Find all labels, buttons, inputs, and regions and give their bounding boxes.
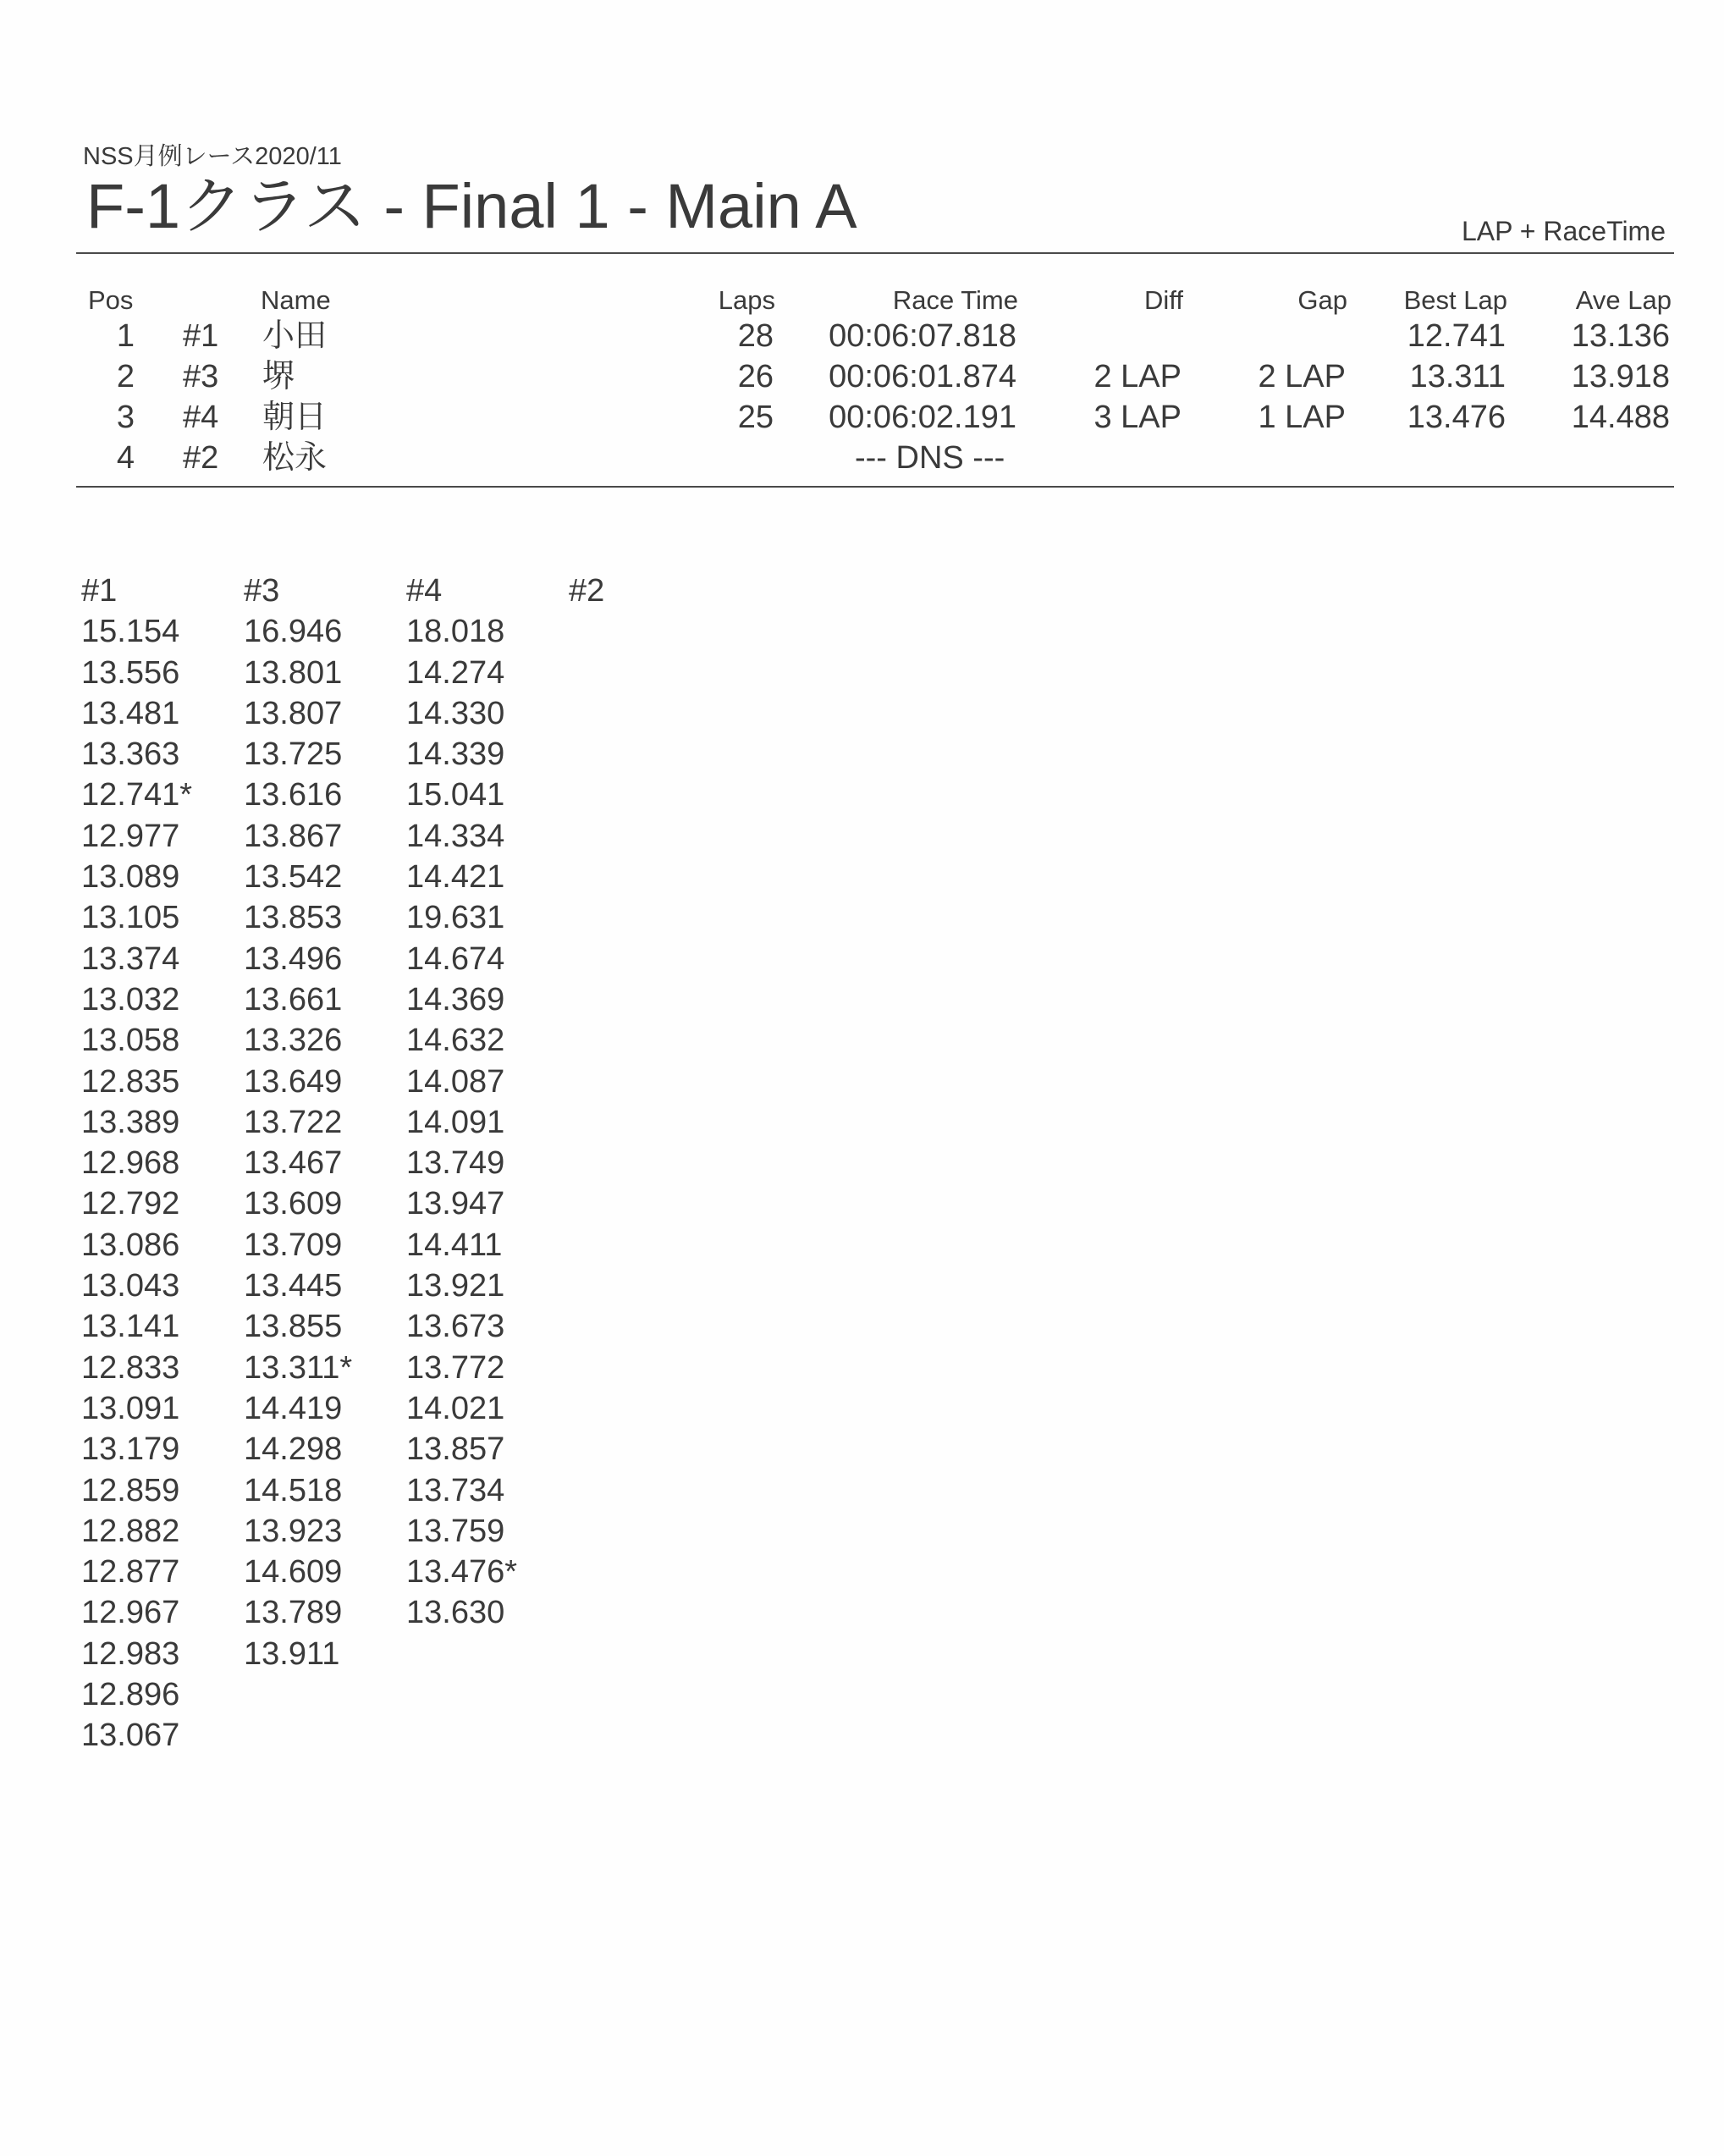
- col-header-pos: Pos: [88, 285, 134, 315]
- cell-driver-name: 堺: [262, 359, 295, 394]
- lap-time-value: 13.649: [244, 1063, 343, 1100]
- cell-driver-name: 朝日: [262, 400, 328, 435]
- lap-time-value: 12.896: [81, 1677, 180, 1713]
- lap-time-value: 13.855: [244, 1309, 343, 1345]
- lap-time-value: 13.067: [81, 1718, 180, 1754]
- lap-time-value: 13.661: [244, 981, 343, 1017]
- cell-car-number: #2: [183, 440, 219, 476]
- lap-time-value: 12.967: [81, 1595, 180, 1631]
- lap-time-value: 13.141: [81, 1309, 180, 1345]
- lap-time-value: 14.298: [244, 1431, 343, 1468]
- lap-time-value: 13.749: [406, 1145, 505, 1182]
- lap-time-value: 14.334: [406, 818, 505, 854]
- lap-time-value: 13.725: [244, 736, 343, 773]
- lap-time-value: 18.018: [406, 614, 505, 650]
- cell-laps: 28: [737, 318, 774, 354]
- cell-diff: 3 LAP: [1093, 400, 1181, 435]
- lap-time-value: 13.326: [244, 1023, 343, 1059]
- cell-pos: 3: [116, 400, 135, 435]
- lap-time-value: 15.154: [81, 614, 180, 650]
- lap-time-value: 12.877: [81, 1554, 180, 1591]
- lap-time-value: 14.369: [406, 981, 505, 1017]
- lap-time-value: 14.674: [406, 940, 505, 977]
- cell-car-number: #4: [183, 400, 219, 435]
- lap-column-car-4: [406, 571, 559, 1634]
- cell-car-number: #3: [183, 359, 219, 394]
- lap-column-header: #3: [244, 573, 280, 609]
- table-row: [0, 438, 1724, 478]
- lap-time-value: 13.673: [406, 1309, 505, 1345]
- cell-pos: 2: [116, 359, 135, 394]
- timing-mode-label: LAP + RaceTime: [1462, 216, 1666, 246]
- lap-time-value: 13.363: [81, 736, 180, 773]
- lap-time-value: 13.630: [406, 1595, 505, 1631]
- top-divider: [76, 252, 1674, 254]
- lap-time-value: 13.476*: [406, 1554, 518, 1591]
- lap-time-value: 13.467: [244, 1145, 343, 1182]
- lap-time-value: 13.179: [81, 1431, 180, 1468]
- lap-time-value: 14.421: [406, 859, 505, 896]
- lap-time-value: 14.274: [406, 654, 505, 691]
- cell-gap: 1 LAP: [1258, 400, 1346, 435]
- lap-time-value: 12.983: [81, 1635, 180, 1672]
- lap-time-value: 13.389: [81, 1104, 180, 1140]
- lap-time-value: 14.411: [406, 1227, 503, 1263]
- cell-laps: 25: [737, 400, 774, 435]
- lap-time-value: 13.734: [406, 1472, 505, 1508]
- lap-time-value: 13.807: [244, 695, 343, 731]
- lap-time-value: 14.091: [406, 1104, 505, 1140]
- col-header-race-time: Race Time: [892, 285, 1018, 315]
- lap-time-value: 13.311*: [244, 1349, 353, 1386]
- lap-time-value: 14.419: [244, 1390, 343, 1426]
- lap-time-value: 13.086: [81, 1227, 180, 1263]
- lap-time-value: 13.709: [244, 1227, 343, 1263]
- lap-time-value: 13.911: [244, 1635, 340, 1672]
- cell-ave-lap: 13.918: [1571, 359, 1670, 394]
- lap-time-value: 13.609: [244, 1186, 343, 1222]
- lap-column-header: #4: [406, 573, 443, 609]
- lap-time-value: 13.496: [244, 940, 343, 977]
- lap-time-value: 13.801: [244, 654, 343, 691]
- cell-ave-lap: 14.488: [1571, 400, 1670, 435]
- table-row: [0, 397, 1724, 438]
- lap-time-value: 13.091: [81, 1390, 180, 1426]
- cell-laps: 26: [737, 359, 774, 394]
- col-header-laps: Laps: [718, 285, 775, 315]
- lap-time-value: 14.339: [406, 736, 505, 773]
- lap-time-value: 12.882: [81, 1513, 180, 1549]
- cell-race-time: 00:06:01.874: [829, 359, 1016, 394]
- cell-best-lap: 13.476: [1407, 400, 1506, 435]
- lap-time-value: 12.835: [81, 1063, 180, 1100]
- lap-time-value: 14.087: [406, 1063, 505, 1100]
- lap-time-value: 13.105: [81, 900, 180, 936]
- cell-race-time: 00:06:07.818: [829, 318, 1016, 354]
- col-header-ave-lap: Ave Lap: [1575, 285, 1672, 315]
- event-title: NSS月例レース2020/11: [83, 143, 342, 170]
- lap-time-value: 14.021: [406, 1390, 505, 1426]
- cell-diff: 2 LAP: [1093, 359, 1181, 394]
- lap-time-value: 13.058: [81, 1023, 180, 1059]
- cell-pos: 4: [116, 440, 135, 476]
- lap-time-value: 14.632: [406, 1023, 505, 1059]
- cell-race-time: 00:06:02.191: [829, 400, 1016, 435]
- bottom-divider: [76, 486, 1674, 488]
- lap-time-value: 13.445: [244, 1268, 343, 1304]
- lap-time-value: 13.923: [244, 1513, 343, 1549]
- lap-time-value: 14.330: [406, 695, 505, 731]
- lap-time-value: 19.631: [406, 900, 505, 936]
- lap-time-value: 14.518: [244, 1472, 343, 1508]
- cell-pos: 1: [116, 318, 135, 354]
- lap-time-value: 13.374: [81, 940, 180, 977]
- cell-best-lap: 12.741: [1407, 318, 1506, 354]
- lap-column-car-3: [244, 571, 396, 1674]
- lap-time-value: 16.946: [244, 614, 343, 650]
- lap-time-value: 13.921: [406, 1268, 505, 1304]
- lap-time-value: 13.542: [244, 859, 343, 896]
- cell-ave-lap: 13.136: [1571, 318, 1670, 354]
- col-header-gap: Gap: [1297, 285, 1347, 315]
- lap-time-value: 12.859: [81, 1472, 180, 1508]
- lap-time-value: 13.556: [81, 654, 180, 691]
- cell-dns-status: --- DNS ---: [855, 440, 1005, 476]
- lap-time-value: 12.741*: [81, 777, 193, 813]
- lap-column-header: #2: [569, 573, 605, 609]
- cell-best-lap: 13.311: [1409, 359, 1506, 394]
- col-header-diff: Diff: [1144, 285, 1183, 315]
- lap-time-value: 13.759: [406, 1513, 505, 1549]
- lap-time-value: 13.772: [406, 1349, 505, 1386]
- lap-time-value: 13.857: [406, 1431, 505, 1468]
- page-title: F-1クラス - Final 1 - Main A: [86, 171, 857, 241]
- lap-time-value: 13.043: [81, 1268, 180, 1304]
- lap-time-value: 13.853: [244, 900, 343, 936]
- table-row: [0, 356, 1724, 397]
- cell-driver-name: 小田: [262, 318, 328, 354]
- table-row: [0, 316, 1724, 356]
- lap-time-value: 13.722: [244, 1104, 343, 1140]
- lap-column-car-1: [81, 571, 234, 1756]
- lap-time-value: 12.792: [81, 1186, 180, 1222]
- lap-time-value: 14.609: [244, 1554, 343, 1591]
- cell-driver-name: 松永: [262, 440, 328, 476]
- lap-time-value: 13.032: [81, 981, 180, 1017]
- lap-time-value: 13.616: [244, 777, 343, 813]
- cell-gap: 2 LAP: [1258, 359, 1346, 394]
- lap-time-value: 13.947: [406, 1186, 505, 1222]
- lap-time-value: 13.481: [81, 695, 180, 731]
- cell-car-number: #1: [183, 318, 219, 354]
- lap-time-value: 15.041: [406, 777, 505, 813]
- lap-time-value: 12.977: [81, 818, 180, 854]
- lap-time-value: 13.089: [81, 859, 180, 896]
- lap-column-car-2: [569, 571, 721, 611]
- col-header-best-lap: Best Lap: [1403, 285, 1507, 315]
- lap-time-value: 13.867: [244, 818, 343, 854]
- lap-time-value: 12.833: [81, 1349, 180, 1386]
- lap-time-value: 13.789: [244, 1595, 343, 1631]
- col-header-name: Name: [261, 285, 331, 315]
- lap-column-header: #1: [81, 573, 118, 609]
- lap-time-value: 12.968: [81, 1145, 180, 1182]
